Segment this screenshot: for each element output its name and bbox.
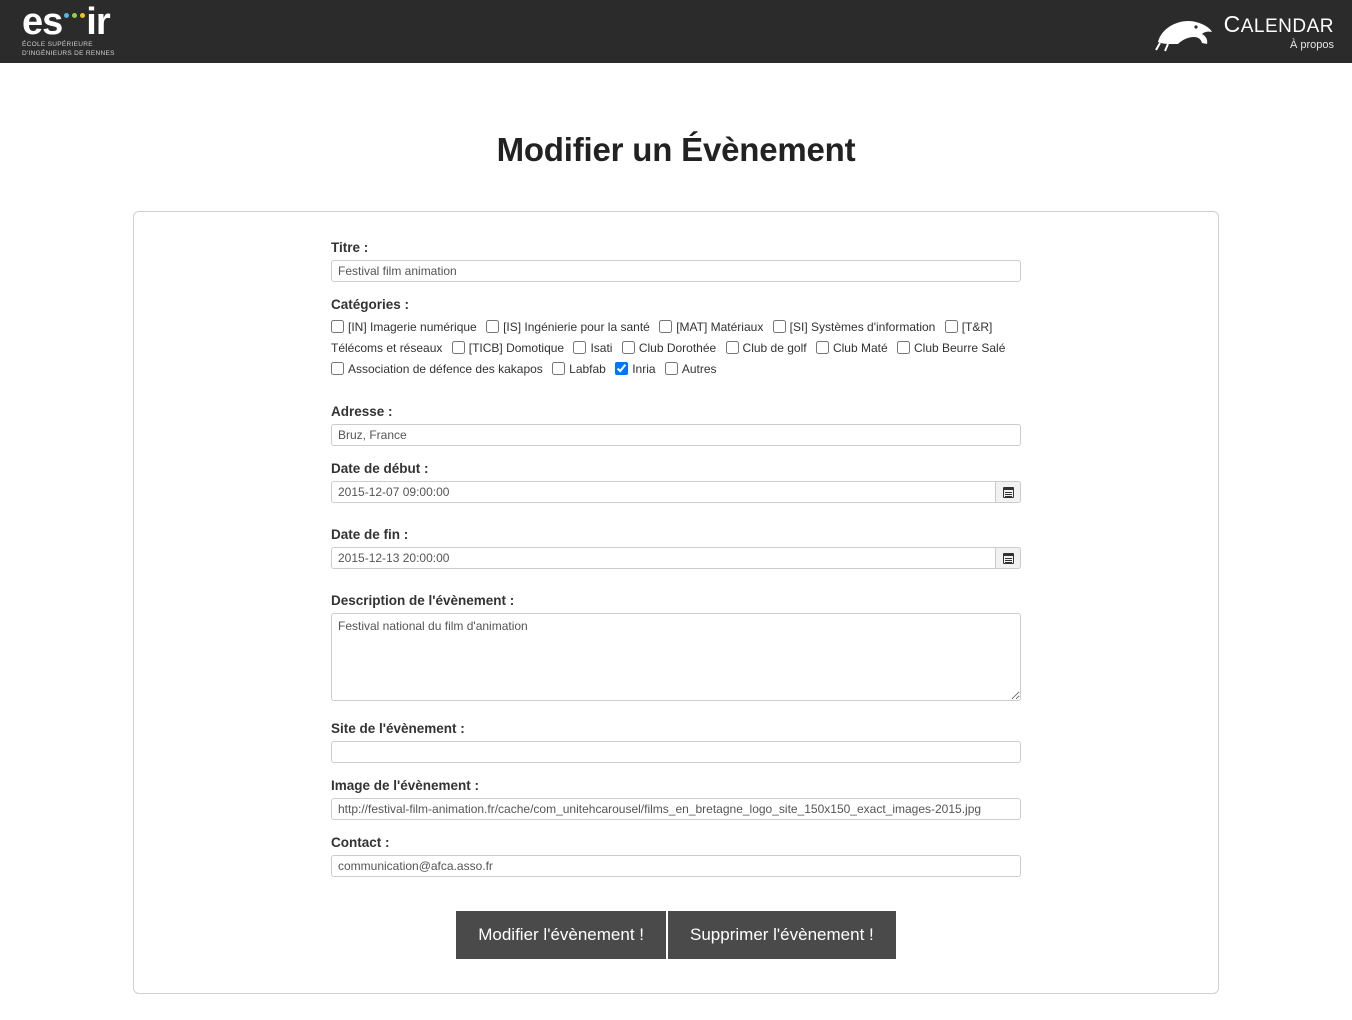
date-debut-input[interactable] xyxy=(331,481,1021,503)
contact-input[interactable] xyxy=(331,855,1021,877)
category-label-kakapos: Association de défence des kakapos xyxy=(348,362,543,376)
date-debut-row xyxy=(331,481,1021,503)
category-checkbox-tr[interactable] xyxy=(945,320,958,333)
category-item-club-mate[interactable] xyxy=(816,341,888,355)
calendar-icon xyxy=(1003,553,1014,564)
date-fin-calendar-button[interactable] xyxy=(995,547,1021,569)
category-item-club-beurre-sale[interactable] xyxy=(897,341,1005,355)
category-label-in: [IN] Imagerie numérique xyxy=(348,320,477,334)
field-group-adresse xyxy=(331,404,1021,446)
category-label-isati: Isati xyxy=(590,341,613,355)
calendar-title xyxy=(1223,10,1334,37)
category-label-si: [SI] Systèmes d'information xyxy=(789,320,936,334)
page-title: Modifier un Évènement xyxy=(496,131,856,168)
category-label-autres: Autres xyxy=(681,362,717,376)
image-label: Image de l'évènement : xyxy=(331,778,480,793)
category-checkbox-mat[interactable] xyxy=(659,320,672,333)
category-item-ticb[interactable] xyxy=(452,341,564,355)
top-navbar xyxy=(0,0,1352,63)
field-group-date-fin xyxy=(331,527,1021,569)
date-debut-label: Date de début : xyxy=(331,461,429,476)
date-fin-input[interactable] xyxy=(331,547,1021,569)
form-action-buttons xyxy=(331,911,1021,959)
category-checkbox-club-mate[interactable] xyxy=(816,341,829,354)
event-form-panel xyxy=(133,211,1219,994)
category-item-is[interactable] xyxy=(486,320,650,334)
category-checkbox-club-dorothee[interactable] xyxy=(622,341,635,354)
category-checkbox-in[interactable] xyxy=(331,320,344,333)
brand-dots-icon xyxy=(64,13,85,18)
titre-label: Titre : xyxy=(331,240,369,255)
brand-subtitle-line2: D'INGÉNIEURS DE RENNES xyxy=(22,50,115,58)
category-checkbox-labfab[interactable] xyxy=(552,362,565,375)
category-label-labfab: Labfab xyxy=(569,362,606,376)
delete-event-button[interactable]: Supprimer l'évènement ! xyxy=(668,911,896,959)
modify-event-button[interactable]: Modifier l'évènement ! xyxy=(456,911,666,959)
field-group-description xyxy=(331,593,1021,706)
site-label: Site de l'évènement : xyxy=(331,721,465,736)
category-label-inria: Inria xyxy=(632,362,656,376)
brand-subtitle xyxy=(22,41,115,59)
field-group-categories xyxy=(331,297,1021,380)
category-label-club-mate: Club Maté xyxy=(832,341,888,355)
about-link[interactable]: À propos xyxy=(1289,38,1334,51)
date-fin-label: Date de fin : xyxy=(331,527,409,542)
adresse-input[interactable] xyxy=(331,424,1021,446)
category-checkbox-si[interactable] xyxy=(773,320,786,333)
category-item-club-golf[interactable] xyxy=(726,341,807,355)
category-checkbox-ticb[interactable] xyxy=(452,341,465,354)
category-checkbox-club-golf[interactable] xyxy=(726,341,739,354)
category-item-club-dorothee[interactable] xyxy=(622,341,716,355)
image-input[interactable] xyxy=(331,798,1021,820)
adresse-label: Adresse : xyxy=(331,404,393,419)
contact-label: Contact : xyxy=(331,835,390,850)
kiwi-bird-icon xyxy=(1152,12,1218,52)
description-label: Description de l'évènement : xyxy=(331,593,515,608)
category-label-club-beurre-sale: Club Beurre Salé xyxy=(913,341,1006,355)
calendar-icon xyxy=(1003,487,1014,498)
field-group-contact xyxy=(331,835,1021,877)
category-label-club-golf: Club de golf xyxy=(742,341,807,355)
navbar-right xyxy=(1152,12,1334,52)
category-item-si[interactable] xyxy=(773,320,936,334)
category-item-autres[interactable] xyxy=(665,362,717,376)
category-label-club-dorothee: Club Dorothée xyxy=(638,341,717,355)
date-debut-calendar-button[interactable] xyxy=(995,481,1021,503)
event-form xyxy=(331,240,1021,959)
category-checkbox-inria[interactable] xyxy=(615,362,628,375)
field-group-titre xyxy=(331,240,1021,282)
brand-letter-e: es xyxy=(22,1,63,44)
category-label-mat: [MAT] Matériaux xyxy=(676,320,764,334)
brand-subtitle-line1: ÉCOLE SUPÉRIEURE xyxy=(22,41,93,49)
date-fin-row xyxy=(331,547,1021,569)
titre-input[interactable] xyxy=(331,260,1021,282)
category-item-inria[interactable] xyxy=(615,362,655,376)
category-label-ticb: [TICB] Domotique xyxy=(468,341,565,355)
field-group-date-debut xyxy=(331,461,1021,503)
description-textarea[interactable] xyxy=(331,613,1021,701)
category-checkbox-isati[interactable] xyxy=(573,341,586,354)
calendar-title-initial: C xyxy=(1223,10,1241,37)
category-item-labfab[interactable] xyxy=(552,362,606,376)
category-item-kakapos[interactable] xyxy=(331,362,543,376)
field-group-image xyxy=(331,778,1021,820)
site-input[interactable] xyxy=(331,741,1021,763)
category-checkbox-is[interactable] xyxy=(486,320,499,333)
category-item-isati[interactable] xyxy=(573,341,612,355)
brand-logo-text xyxy=(22,1,115,44)
category-item-mat[interactable] xyxy=(659,320,763,334)
categories-checkbox-list xyxy=(331,317,1021,380)
category-checkbox-autres[interactable] xyxy=(665,362,678,375)
brand-letters-ir: ir xyxy=(86,1,110,44)
category-item-in[interactable] xyxy=(331,320,477,334)
category-label-tr: [T&R] Télécoms et réseaux xyxy=(331,320,993,355)
brand-logo[interactable] xyxy=(18,1,115,59)
category-checkbox-club-beurre-sale[interactable] xyxy=(897,341,910,354)
category-label-is: [IS] Ingénierie pour la santé xyxy=(503,320,650,334)
calendar-brand[interactable] xyxy=(1223,10,1334,51)
category-checkbox-kakapos[interactable] xyxy=(331,362,344,375)
field-group-site xyxy=(331,721,1021,763)
calendar-title-rest: ALENDAR xyxy=(1240,15,1334,37)
categories-label: Catégories : xyxy=(331,297,410,312)
